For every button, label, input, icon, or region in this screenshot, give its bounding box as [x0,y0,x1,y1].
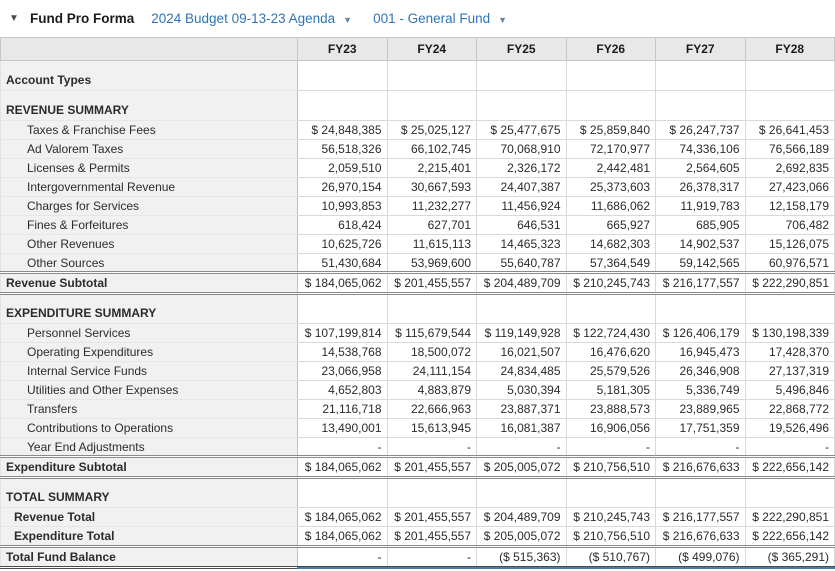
row-label: Personnel Services [1,324,298,343]
value-cell-fy26: 25,579,526 [566,362,656,381]
value-cell-fy25: 23,887,371 [477,400,567,419]
table-row [1,547,835,568]
value-cell-fy27: $ 216,177,557 [656,273,746,294]
value-cell-fy23: $ 184,065,062 [298,527,388,547]
value-cell-fy23 [298,478,388,508]
row-label: Internal Service Funds [1,362,298,381]
value-cell-fy23: 10,625,726 [298,235,388,254]
chevron-down-icon: ▼ [343,14,353,25]
table-row [1,254,835,273]
column-header-fy28: FY28 [745,38,835,61]
value-cell-fy23: 51,430,684 [298,254,388,273]
row-label: Ad Valorem Taxes [1,140,298,159]
table-row [1,457,835,478]
value-cell-fy24: $ 201,455,557 [387,273,477,294]
value-cell-fy23: $ 107,199,814 [298,324,388,343]
value-cell-fy27: 11,919,783 [656,197,746,216]
value-cell-fy27 [656,294,746,324]
value-cell-fy23: 26,970,154 [298,178,388,197]
table-row [1,235,835,254]
table-row [1,508,835,527]
value-cell-fy26 [566,61,656,91]
table-row [1,324,835,343]
value-cell-fy23: 14,538,768 [298,343,388,362]
row-label: EXPENDITURE SUMMARY [1,294,298,324]
value-cell-fy24 [387,478,477,508]
value-cell-fy28: 17,428,370 [745,343,835,362]
value-cell-fy26: 5,181,305 [566,381,656,400]
value-cell-fy26: 14,682,303 [566,235,656,254]
row-label: Other Sources [1,254,298,273]
value-cell-fy24: $ 201,455,557 [387,457,477,478]
value-cell-fy24: 4,883,879 [387,381,477,400]
value-cell-fy24: 24,111,154 [387,362,477,381]
table-row [1,91,835,121]
row-label: Account Types [1,61,298,91]
value-cell-fy26: 72,170,977 [566,140,656,159]
value-cell-fy23: 13,490,001 [298,419,388,438]
row-label: Total Fund Balance [1,547,298,568]
value-cell-fy27: 16,945,473 [656,343,746,362]
chevron-down-icon: ▼ [498,14,508,25]
value-cell-fy25 [477,478,567,508]
value-cell-fy23: - [298,438,388,457]
budget-dropdown[interactable] [151,11,352,26]
value-cell-fy23: 2,059,510 [298,159,388,178]
value-cell-fy28: 27,423,066 [745,178,835,197]
value-cell-fy28: 706,482 [745,216,835,235]
value-cell-fy28: 12,158,179 [745,197,835,216]
value-cell-fy28: 5,496,846 [745,381,835,400]
value-cell-fy28 [745,478,835,508]
value-cell-fy24 [387,294,477,324]
table-row [1,140,835,159]
table-row [1,362,835,381]
value-cell-fy25: 24,834,485 [477,362,567,381]
value-cell-fy24: $ 25,025,127 [387,121,477,140]
value-cell-fy28: $ 26,641,453 [745,121,835,140]
collapse-arrow-icon[interactable]: ▼ [9,13,19,24]
row-label: Year End Adjustments [1,438,298,457]
value-cell-fy23: 618,424 [298,216,388,235]
value-cell-fy23: $ 184,065,062 [298,508,388,527]
value-cell-fy25: $ 205,005,072 [477,457,567,478]
fund-dropdown[interactable] [373,11,507,26]
value-cell-fy23: $ 24,848,385 [298,121,388,140]
value-cell-fy26: $ 122,724,430 [566,324,656,343]
value-cell-fy23: 4,652,803 [298,381,388,400]
table-row [1,61,835,91]
value-cell-fy25: 16,021,507 [477,343,567,362]
budget-dropdown-label: 2024 Budget 09-13-23 Agenda [151,11,336,26]
value-cell-fy25: 55,640,787 [477,254,567,273]
column-header-fy24: FY24 [387,38,477,61]
value-cell-fy27: $ 216,676,633 [656,457,746,478]
value-cell-fy27: 685,905 [656,216,746,235]
table-row [1,527,835,547]
value-cell-fy24: 11,232,277 [387,197,477,216]
value-cell-fy25: - [477,438,567,457]
value-cell-fy25: 16,081,387 [477,419,567,438]
value-cell-fy24: $ 201,455,557 [387,527,477,547]
table-row [1,159,835,178]
value-cell-fy28: ($ 365,291) [745,547,835,568]
value-cell-fy28: 27,137,319 [745,362,835,381]
row-label: Fines & Forfeitures [1,216,298,235]
value-cell-fy23: 21,116,718 [298,400,388,419]
value-cell-fy26: 11,686,062 [566,197,656,216]
value-cell-fy23: $ 184,065,062 [298,273,388,294]
topbar [0,0,835,37]
row-label: Licenses & Permits [1,159,298,178]
column-header-fy25: FY25 [477,38,567,61]
value-cell-fy26: 25,373,603 [566,178,656,197]
row-label: Contributions to Operations [1,419,298,438]
value-cell-fy27: $ 126,406,179 [656,324,746,343]
value-cell-fy25 [477,294,567,324]
fund-dropdown-label: 001 - General Fund [373,11,491,26]
value-cell-fy23: 10,993,853 [298,197,388,216]
row-label: Expenditure Total [1,527,298,547]
value-cell-fy23 [298,61,388,91]
value-cell-fy27: 26,378,317 [656,178,746,197]
table-row [1,438,835,457]
value-cell-fy24: 11,615,113 [387,235,477,254]
value-cell-fy25: $ 25,477,675 [477,121,567,140]
value-cell-fy26: 2,442,481 [566,159,656,178]
row-label: Expenditure Subtotal [1,457,298,478]
pro-forma-table [0,37,835,569]
value-cell-fy24 [387,91,477,121]
table-row [1,343,835,362]
column-header-fy26: FY26 [566,38,656,61]
value-cell-fy27: 23,889,965 [656,400,746,419]
value-cell-fy25 [477,91,567,121]
value-cell-fy25: 24,407,387 [477,178,567,197]
row-label: Revenue Subtotal [1,273,298,294]
table-row [1,419,835,438]
row-label: Charges for Services [1,197,298,216]
value-cell-fy26: 23,888,573 [566,400,656,419]
value-cell-fy24: 30,667,593 [387,178,477,197]
value-cell-fy23: $ 184,065,062 [298,457,388,478]
value-cell-fy24: 22,666,963 [387,400,477,419]
value-cell-fy24: 53,969,600 [387,254,477,273]
value-cell-fy26 [566,91,656,121]
value-cell-fy25: $ 204,489,709 [477,508,567,527]
table-row [1,400,835,419]
value-cell-fy23: 56,518,326 [298,140,388,159]
value-cell-fy27: $ 216,177,557 [656,508,746,527]
value-cell-fy28: 60,976,571 [745,254,835,273]
row-label: Utilities and Other Expenses [1,381,298,400]
value-cell-fy26: $ 25,859,840 [566,121,656,140]
value-cell-fy28: 76,566,189 [745,140,835,159]
value-cell-fy26: - [566,438,656,457]
value-cell-fy28: 19,526,496 [745,419,835,438]
table-row [1,216,835,235]
value-cell-fy25: 11,456,924 [477,197,567,216]
value-cell-fy24: 15,613,945 [387,419,477,438]
page-title: Fund Pro Forma [30,11,135,26]
value-cell-fy28: 22,868,772 [745,400,835,419]
table-row [1,294,835,324]
value-cell-fy27: 14,902,537 [656,235,746,254]
value-cell-fy28: 15,126,075 [745,235,835,254]
value-cell-fy24 [387,61,477,91]
value-cell-fy27: $ 26,247,737 [656,121,746,140]
value-cell-fy24: 627,701 [387,216,477,235]
value-cell-fy23 [298,294,388,324]
table-row [1,478,835,508]
value-cell-fy27 [656,61,746,91]
value-cell-fy28: 2,692,835 [745,159,835,178]
value-cell-fy26: $ 210,245,743 [566,508,656,527]
value-cell-fy28: $ 222,656,142 [745,527,835,547]
table-row [1,381,835,400]
value-cell-fy27: 74,336,106 [656,140,746,159]
row-label: REVENUE SUMMARY [1,91,298,121]
value-cell-fy25: 2,326,172 [477,159,567,178]
value-cell-fy25: $ 204,489,709 [477,273,567,294]
row-label: TOTAL SUMMARY [1,478,298,508]
value-cell-fy25: 646,531 [477,216,567,235]
value-cell-fy27: 59,142,565 [656,254,746,273]
value-cell-fy26 [566,478,656,508]
table-bottom-accent-line [297,567,835,569]
value-cell-fy24: - [387,547,477,568]
value-cell-fy27: 26,346,908 [656,362,746,381]
value-cell-fy23: 23,066,958 [298,362,388,381]
row-label: Other Revenues [1,235,298,254]
table-row [1,197,835,216]
value-cell-fy25: ($ 515,363) [477,547,567,568]
row-label: Revenue Total [1,508,298,527]
value-cell-fy25: 5,030,394 [477,381,567,400]
value-cell-fy25 [477,61,567,91]
row-label: Taxes & Franchise Fees [1,121,298,140]
value-cell-fy27: 17,751,359 [656,419,746,438]
value-cell-fy27 [656,478,746,508]
value-cell-fy24: $ 115,679,544 [387,324,477,343]
value-cell-fy24: 66,102,745 [387,140,477,159]
row-label: Intergovernmental Revenue [1,178,298,197]
value-cell-fy28 [745,61,835,91]
row-label: Operating Expenditures [1,343,298,362]
value-cell-fy28 [745,91,835,121]
value-cell-fy26: 16,476,620 [566,343,656,362]
table-row [1,273,835,294]
corner-header-cell [1,38,298,61]
value-cell-fy28: $ 222,656,142 [745,457,835,478]
value-cell-fy26: ($ 510,767) [566,547,656,568]
value-cell-fy26: $ 210,756,510 [566,527,656,547]
value-cell-fy27: - [656,438,746,457]
value-cell-fy27 [656,91,746,121]
value-cell-fy26: 57,364,549 [566,254,656,273]
value-cell-fy24: $ 201,455,557 [387,508,477,527]
value-cell-fy28: $ 222,290,851 [745,508,835,527]
value-cell-fy24: 18,500,072 [387,343,477,362]
table-row [1,178,835,197]
value-cell-fy26: $ 210,756,510 [566,457,656,478]
value-cell-fy28: $ 222,290,851 [745,273,835,294]
table-body [1,61,835,568]
value-cell-fy27: ($ 499,076) [656,547,746,568]
column-header-fy23: FY23 [298,38,388,61]
value-cell-fy28: $ 130,198,339 [745,324,835,343]
value-cell-fy23 [298,91,388,121]
value-cell-fy26 [566,294,656,324]
value-cell-fy24: - [387,438,477,457]
value-cell-fy24: 2,215,401 [387,159,477,178]
value-cell-fy26: 665,927 [566,216,656,235]
value-cell-fy25: $ 119,149,928 [477,324,567,343]
value-cell-fy25: 70,068,910 [477,140,567,159]
value-cell-fy26: 16,906,056 [566,419,656,438]
value-cell-fy28: - [745,438,835,457]
value-cell-fy23: - [298,547,388,568]
table-row [1,121,835,140]
column-header-row [1,38,835,61]
value-cell-fy25: 14,465,323 [477,235,567,254]
value-cell-fy26: $ 210,245,743 [566,273,656,294]
value-cell-fy28 [745,294,835,324]
value-cell-fy25: $ 205,005,072 [477,527,567,547]
row-label: Transfers [1,400,298,419]
column-header-fy27: FY27 [656,38,746,61]
value-cell-fy27: 2,564,605 [656,159,746,178]
value-cell-fy27: 5,336,749 [656,381,746,400]
value-cell-fy27: $ 216,676,633 [656,527,746,547]
